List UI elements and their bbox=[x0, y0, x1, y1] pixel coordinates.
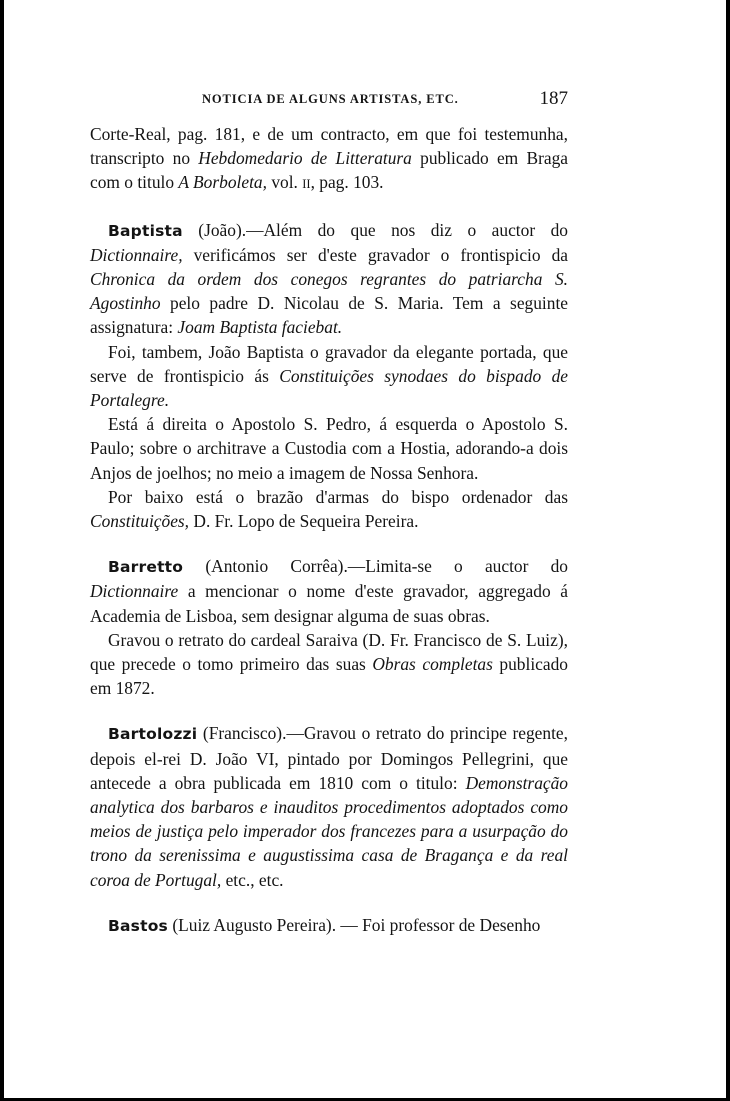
paragraph: Gravou o retrato do cardeal Saraiva (D. Fr. Francisco de S. Luiz), que precede o tomo primeiro das suas Obras completas publicado em 1872. bbox=[90, 629, 568, 699]
entry-name: Bartolozzi bbox=[108, 725, 198, 744]
right-border bbox=[726, 0, 730, 1101]
page-header bbox=[90, 88, 568, 112]
entry-bartolozzi: Bartolozzi (Francisco).—Gravou o retrato do principe regente, depois el-rei D. João VI, pintado por Domingos Pellegrini, que antecede a obra publicada em 1810 com o titulo: Demonstração analytica dos barbaros e inauditos procedimentos adoptados como meios de justiça pelo imperador dos francezes para a usurpação do trono da serenissima e augustissima casa de Bragança e da real coroa de Portugal, etc., etc. bbox=[90, 723, 568, 890]
entry-barretto: Barretto (Antonio Corrêa).—Limita-se o auctor do Dictionnaire a mencionar o nome d'este gravador, aggregado á Academia de Lisboa, sem designar alguma de suas obras. bbox=[90, 556, 568, 626]
continued-paragraph: Corte-Real, pag. 181, e de um contracto, em que foi testemunha, transcripto no Hebdomedario de Litteratura publicado em Braga com o titulo A Borboleta, vol. II, pag. 103. bbox=[90, 124, 568, 193]
page-body bbox=[90, 122, 568, 938]
entry-bastos: Bastos (Luiz Augusto Pereira). — Foi professor de Desenho bbox=[108, 914, 541, 935]
left-border bbox=[0, 0, 4, 1101]
entry-name: Baptista bbox=[108, 221, 183, 240]
entry-baptista: Baptista (João).—Além do que nos diz o auctor do Dictionnaire, verificámos ser d'este gravador o frontispicio da Chronica da ordem dos conegos regrantes do patriarcha S. Agostinho pelo padre D. Nicolau de S. Maria. Tem a seguinte assignatura: Joam Baptista faciebat. bbox=[90, 219, 568, 338]
entry-name: Bastos bbox=[108, 916, 168, 935]
paragraph: Por baixo está o brazão d'armas do bispo ordenador das Constituições, D. Fr. Lopo de Sequeira Pereira. bbox=[90, 486, 568, 532]
page-number: 187 bbox=[539, 88, 568, 109]
paragraph: Foi, tambem, João Baptista o gravador da elegante portada, que serve de frontispicio ás Constituições synodaes do bispado de Portalegre. bbox=[90, 341, 568, 411]
paragraph: Está á direita o Apostolo S. Pedro, á esquerda o Apostolo S. Paulo; sobre o architrave a Custodia com a Hostia, adorando-a dois Anjos de joelhos; no meio a imagem de Nossa Senhora. bbox=[90, 414, 568, 483]
entry-name: Barretto bbox=[108, 558, 184, 577]
running-title: NOTICIA DE ALGUNS ARTISTAS, ETC. bbox=[202, 92, 459, 106]
